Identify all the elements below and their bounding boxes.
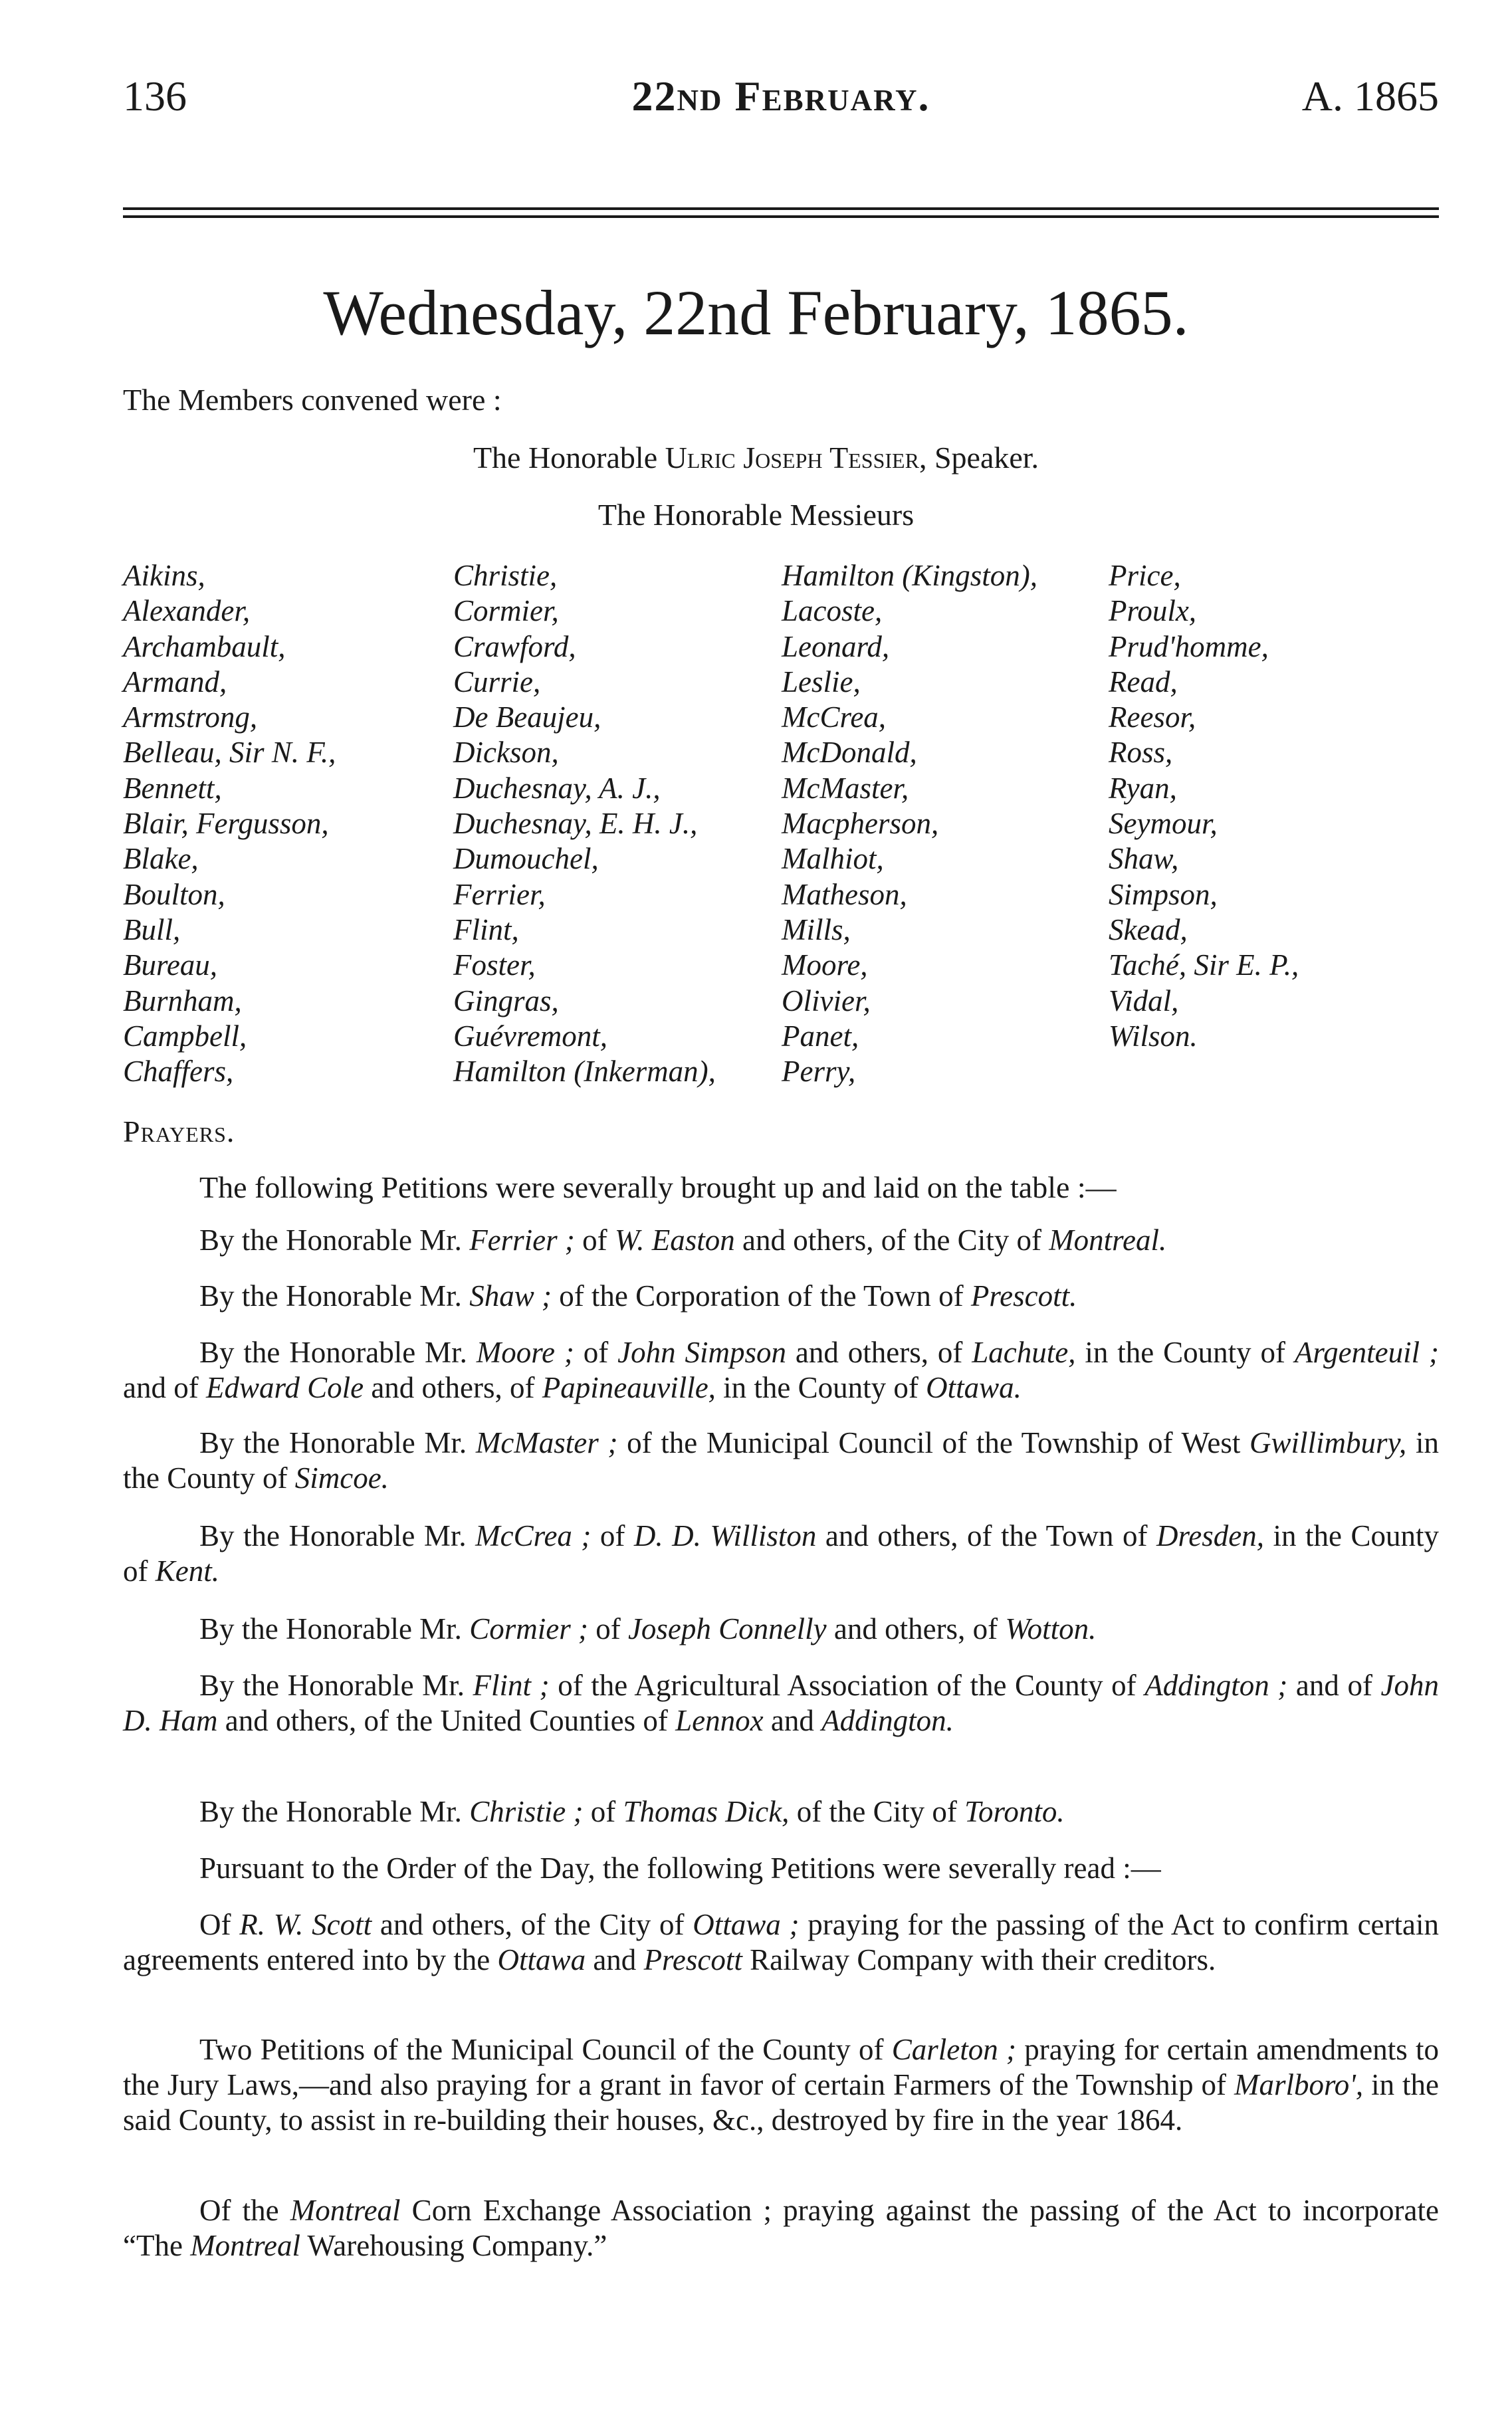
petition-moore: By the Honorable Mr. Moore ; of John Simpson and others, of Lachute, in the County of Argenteuil ; and of Edward Cole and others, of Papineauville, in the County of Ottawa. — [123, 1336, 1439, 1404]
member-name: Proulx, — [1109, 594, 1197, 628]
header-rule-bottom — [123, 215, 1439, 218]
speaker-name: Ulric Joseph Tessier — [665, 441, 919, 475]
member-name: Flint, — [453, 912, 519, 946]
member-name: Dickson, — [453, 736, 559, 770]
member-name: Lacoste, — [782, 594, 883, 628]
members-column-4 — [1109, 558, 1299, 1054]
session-heading: Wednesday, 22nd February, 1865. — [323, 277, 1189, 348]
member-name: Seymour, — [1109, 807, 1218, 841]
member-name: Crawford, — [453, 629, 576, 663]
member-name: Panet, — [782, 1019, 859, 1053]
petitions-intro: The following Petitions were severally brought up and laid on the table :— — [199, 1170, 1117, 1204]
running-head — [123, 72, 1439, 132]
member-name: Dumouchel, — [453, 842, 599, 876]
member-name: Skead, — [1109, 912, 1188, 946]
member-name: Leslie, — [782, 665, 861, 698]
petition-scott: Of R. W. Scott and others, of the City of Ottawa ; praying for the passing of the Act to confirm certain agreements entered into by the Ottawa and Prescott Railway Company with their creditors. — [123, 1908, 1439, 1976]
member-name: Ferrier, — [453, 877, 546, 911]
member-name: Bennett, — [123, 771, 222, 805]
member-name: Olivier, — [782, 984, 871, 1017]
member-name: Mills, — [782, 912, 851, 946]
member-name: Burnham, — [123, 984, 242, 1017]
member-name: Perry, — [782, 1055, 856, 1089]
member-name: Simpson, — [1109, 877, 1218, 911]
petition-shaw: By the Honorable Mr. Shaw ; of the Corporation of the Town of Prescott. — [199, 1279, 1077, 1313]
member-name: Chaffers, — [123, 1055, 234, 1089]
members-convened: The Members convened were : — [123, 383, 502, 417]
messieurs-line: The Honorable Messieurs — [597, 498, 915, 532]
member-name: McMaster, — [782, 771, 909, 805]
member-name: Macpherson, — [782, 807, 939, 841]
member-name: Prud'homme, — [1109, 629, 1269, 663]
page-number: 136 — [123, 72, 187, 120]
header-rule-top — [123, 207, 1439, 210]
member-name: Duchesnay, A. J., — [453, 771, 661, 805]
member-name: Armstrong, — [123, 700, 258, 734]
members-column-1 — [123, 558, 336, 1089]
member-name: Hamilton (Inkerman), — [453, 1055, 716, 1089]
petition-christie: By the Honorable Mr. Christie ; of Thomas Dick, of the City of Toronto. — [199, 1795, 1065, 1828]
member-name: Leonard, — [782, 629, 890, 663]
petition-mccrea: By the Honorable Mr. McCrea ; of D. D. Williston and others, of the Town of Dresden, in the County of Kent. — [123, 1519, 1439, 1588]
petition-cormier: By the Honorable Mr. Cormier ; of Joseph Connelly and others, of Wotton. — [199, 1612, 1097, 1645]
petition-corn-exchange: Of the Montreal Corn Exchange Association ; praying against the passing of the Act to incorporate “The Montreal Warehousing Company.” — [123, 2194, 1439, 2262]
petition-mcmaster: By the Honorable Mr. McMaster ; of the Municipal Council of the Township of West Gwillimbury, in the County of Simcoe. — [123, 1426, 1439, 1495]
member-name: Gingras, — [453, 984, 559, 1017]
member-name: Hamilton (Kingston), — [782, 559, 1038, 592]
member-name: Blake, — [123, 842, 199, 876]
member-name: Reesor, — [1109, 700, 1196, 734]
member-name: Shaw, — [1109, 842, 1179, 876]
member-name: De Beaujeu, — [453, 700, 601, 734]
member-name: Alexander, — [123, 594, 251, 628]
member-name: Cormier, — [453, 594, 559, 628]
member-name: Duchesnay, E. H. J., — [453, 807, 698, 841]
member-name: Currie, — [453, 665, 541, 698]
members-column-2 — [453, 558, 716, 1089]
petition-ferrier: By the Honorable Mr. Ferrier ; of W. Easton and others, of the City of Montreal. — [199, 1223, 1167, 1257]
member-name: Bureau, — [123, 948, 218, 982]
petition-flint: By the Honorable Mr. Flint ; of the Agricultural Association of the County of Addington ; and of John D. Ham and others, of the United Counties of Lennox and Addington. — [123, 1669, 1440, 1737]
member-name: Aikins, — [123, 559, 205, 592]
members-column-3 — [782, 558, 1037, 1089]
member-name: Campbell, — [123, 1019, 247, 1053]
member-name: Christie, — [453, 559, 558, 592]
member-name: Belleau, Sir N. F., — [123, 736, 336, 770]
petition-carleton: Two Petitions of the Municipal Council of the County of Carleton ; praying for certain amendments to the Jury Laws,—and also praying for a grant in favor of certain Farmers of the Township of Marlboro', in the said County, to assist in re-building their houses, &c., destroyed by fire in the year 1864. — [123, 2033, 1440, 2137]
speaker-line: The Honorable Ulric Joseph Tessier, Speaker. — [473, 441, 1039, 475]
member-name: Taché, Sir E. P., — [1109, 948, 1299, 982]
member-name: Ross, — [1109, 736, 1173, 770]
member-name: Blair, Fergusson, — [123, 807, 329, 841]
member-name: Archambault, — [123, 629, 286, 663]
member-name: Wilson. — [1109, 1019, 1198, 1053]
member-name: McDonald, — [782, 736, 917, 770]
member-name: Moore, — [782, 948, 868, 982]
prayers: Prayers. — [123, 1114, 235, 1148]
read-intro: Pursuant to the Order of the Day, the following Petitions were severally read :— — [199, 1851, 1161, 1885]
member-name: Matheson, — [782, 877, 907, 911]
member-name: Foster, — [453, 948, 536, 982]
member-name: Ryan, — [1109, 771, 1177, 805]
running-year: A. 1865 — [1301, 72, 1439, 120]
member-name: McCrea, — [782, 700, 887, 734]
member-name: Malhiot, — [782, 842, 884, 876]
member-name: Price, — [1109, 559, 1181, 592]
member-name: Boulton, — [123, 877, 225, 911]
member-name: Guévremont, — [453, 1019, 608, 1053]
member-name: Vidal, — [1109, 984, 1179, 1017]
running-date: 22nd February. — [631, 72, 930, 120]
member-name: Bull, — [123, 912, 181, 946]
member-name: Read, — [1109, 665, 1178, 698]
member-name: Armand, — [123, 665, 227, 698]
